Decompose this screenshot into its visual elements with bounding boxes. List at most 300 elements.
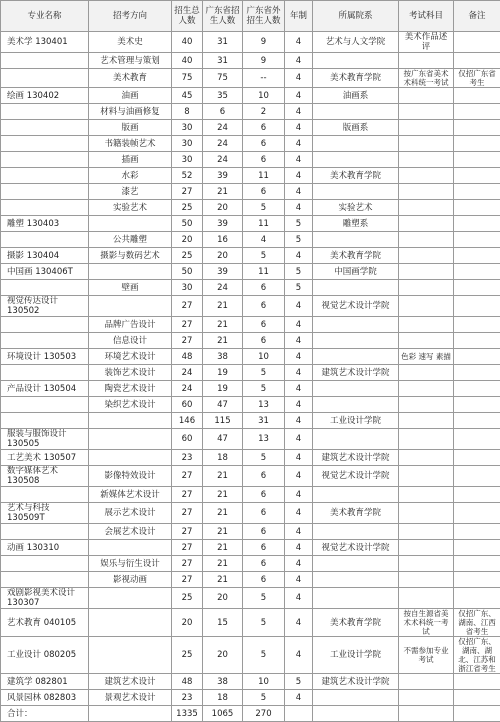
table-row bbox=[1, 317, 500, 333]
table-cell bbox=[399, 365, 454, 381]
table-cell: 47 bbox=[203, 397, 243, 413]
table-cell: 实验艺术 bbox=[313, 200, 399, 216]
table-cell: 4 bbox=[285, 381, 313, 397]
table-cell: 摄影 130404 bbox=[1, 248, 89, 264]
table-cell: 建筑艺术设计 bbox=[89, 674, 172, 690]
table-cell: 4 bbox=[285, 120, 313, 136]
table-cell: 工业设计 080205 bbox=[1, 637, 89, 674]
table-cell: 6 bbox=[243, 524, 285, 540]
table-cell bbox=[399, 152, 454, 168]
table-cell: 装饰艺术设计 bbox=[89, 365, 172, 381]
table-cell: 10 bbox=[243, 349, 285, 365]
table-cell bbox=[399, 168, 454, 184]
table-cell: 38 bbox=[203, 674, 243, 690]
table-cell: 色彩 速写 素描 bbox=[399, 349, 454, 365]
table-cell: 47 bbox=[203, 429, 243, 450]
table-cell: 30 bbox=[172, 136, 203, 152]
table-cell: 21 bbox=[203, 333, 243, 349]
table-row bbox=[1, 637, 500, 674]
table-cell: 6 bbox=[203, 104, 243, 120]
table-cell: 30 bbox=[172, 280, 203, 296]
table-row bbox=[1, 69, 500, 88]
table-cell: 6 bbox=[243, 540, 285, 556]
table-cell bbox=[285, 706, 313, 722]
table-cell: 19 bbox=[203, 381, 243, 397]
table-cell: 5 bbox=[243, 637, 285, 674]
table-cell: 31 bbox=[203, 53, 243, 69]
table-cell bbox=[454, 429, 500, 450]
table-cell: 按广东省美术术科统一考试 bbox=[399, 69, 454, 88]
table-cell bbox=[399, 588, 454, 609]
table-cell bbox=[454, 200, 500, 216]
table-cell: 环境艺术设计 bbox=[89, 349, 172, 365]
table-cell: 工业设计学院 bbox=[313, 637, 399, 674]
table-cell: 4 bbox=[285, 429, 313, 450]
table-cell bbox=[399, 524, 454, 540]
table-cell: 美术教育学院 bbox=[313, 609, 399, 637]
table-row bbox=[1, 381, 500, 397]
header-cell: 招生总人数 bbox=[172, 1, 203, 32]
table-cell bbox=[1, 152, 89, 168]
table-cell: 版画系 bbox=[313, 120, 399, 136]
table-cell bbox=[1, 69, 89, 88]
table-cell: 4 bbox=[285, 104, 313, 120]
table-cell: 建筑艺术设计学院 bbox=[313, 365, 399, 381]
table-cell bbox=[1, 184, 89, 200]
table-cell: 5 bbox=[243, 365, 285, 381]
table-cell: 21 bbox=[203, 524, 243, 540]
table-cell bbox=[313, 588, 399, 609]
table-cell: 美术教育学院 bbox=[313, 503, 399, 524]
table-row bbox=[1, 248, 500, 264]
table-cell bbox=[399, 232, 454, 248]
table-cell: 35 bbox=[203, 88, 243, 104]
table-cell bbox=[454, 503, 500, 524]
table-cell: 艺术管理与策划 bbox=[89, 53, 172, 69]
table-cell: 60 bbox=[172, 429, 203, 450]
table-cell: 影视动画 bbox=[89, 572, 172, 588]
table-cell bbox=[399, 317, 454, 333]
table-cell: 27 bbox=[172, 540, 203, 556]
table-cell bbox=[89, 450, 172, 466]
table-cell: 4 bbox=[285, 333, 313, 349]
table-cell: 6 bbox=[243, 317, 285, 333]
table-cell bbox=[1, 413, 89, 429]
table-cell: 23 bbox=[172, 690, 203, 706]
table-cell: 4 bbox=[285, 168, 313, 184]
table-cell: 品牌广告设计 bbox=[89, 317, 172, 333]
table-cell bbox=[454, 248, 500, 264]
table-cell bbox=[399, 690, 454, 706]
table-cell: 4 bbox=[285, 152, 313, 168]
table-cell: 19 bbox=[203, 365, 243, 381]
table-cell: 21 bbox=[203, 540, 243, 556]
table-cell bbox=[399, 53, 454, 69]
table-row bbox=[1, 572, 500, 588]
table-cell: 6 bbox=[243, 572, 285, 588]
table-cell: 按自生源省美术术科统一考试 bbox=[399, 609, 454, 637]
table-cell: 21 bbox=[203, 503, 243, 524]
table-cell bbox=[399, 88, 454, 104]
table-cell: 5 bbox=[243, 690, 285, 706]
table-cell: 10 bbox=[243, 674, 285, 690]
table-cell: 实验艺术 bbox=[89, 200, 172, 216]
table-cell: 4 bbox=[285, 248, 313, 264]
table-row bbox=[1, 333, 500, 349]
table-cell: 景观艺术设计 bbox=[89, 690, 172, 706]
table-cell: 4 bbox=[285, 588, 313, 609]
table-cell bbox=[1, 104, 89, 120]
table-cell: 2 bbox=[243, 104, 285, 120]
table-cell: 5 bbox=[243, 588, 285, 609]
table-cell: 1335 bbox=[172, 706, 203, 722]
table-row bbox=[1, 365, 500, 381]
table-cell: 13 bbox=[243, 429, 285, 450]
table-cell: 146 bbox=[172, 413, 203, 429]
table-cell: 产品设计 130504 bbox=[1, 381, 89, 397]
table-cell bbox=[454, 349, 500, 365]
table-cell: 环境设计 130503 bbox=[1, 349, 89, 365]
table-cell: 4 bbox=[285, 32, 313, 53]
table-cell bbox=[313, 104, 399, 120]
table-cell: 艺术与科技 130509T bbox=[1, 503, 89, 524]
table-cell bbox=[454, 184, 500, 200]
table-cell: 18 bbox=[203, 690, 243, 706]
table-cell: 服装与服饰设计 130505 bbox=[1, 429, 89, 450]
table-cell: 24 bbox=[172, 381, 203, 397]
table-cell: 21 bbox=[203, 572, 243, 588]
table-cell bbox=[1, 136, 89, 152]
table-cell bbox=[399, 429, 454, 450]
table-cell: 4 bbox=[285, 450, 313, 466]
table-cell: 9 bbox=[243, 53, 285, 69]
table-cell: 美术教育学院 bbox=[313, 69, 399, 88]
table-cell: 中国画学院 bbox=[313, 264, 399, 280]
table-cell bbox=[399, 397, 454, 413]
table-cell: 绘画 130402 bbox=[1, 88, 89, 104]
table-cell: 美术史 bbox=[89, 32, 172, 53]
table-row bbox=[1, 232, 500, 248]
table-cell bbox=[313, 397, 399, 413]
table-cell: 27 bbox=[172, 317, 203, 333]
table-cell: 21 bbox=[203, 487, 243, 503]
table-cell bbox=[454, 333, 500, 349]
table-cell: 材料与油画修复 bbox=[89, 104, 172, 120]
table-cell: 31 bbox=[203, 32, 243, 53]
table-cell: 美术作品述评 bbox=[399, 32, 454, 53]
table-cell bbox=[1, 487, 89, 503]
table-cell bbox=[1, 280, 89, 296]
table-cell: 48 bbox=[172, 349, 203, 365]
table-cell: 31 bbox=[243, 413, 285, 429]
table-row bbox=[1, 280, 500, 296]
table-cell: 4 bbox=[285, 296, 313, 317]
table-cell bbox=[454, 466, 500, 487]
table-cell: 不需参加专业考试 bbox=[399, 637, 454, 674]
table-cell: 20 bbox=[203, 200, 243, 216]
table-cell bbox=[454, 32, 500, 53]
table-cell: 25 bbox=[172, 588, 203, 609]
table-cell: 20 bbox=[203, 588, 243, 609]
table-cell bbox=[89, 540, 172, 556]
table-cell: 21 bbox=[203, 296, 243, 317]
table-cell bbox=[399, 487, 454, 503]
table-cell: 25 bbox=[172, 248, 203, 264]
table-cell: 仅招广东、湖南、江西省考生 bbox=[454, 609, 500, 637]
table-row bbox=[1, 120, 500, 136]
table-cell: 雕塑 130403 bbox=[1, 216, 89, 232]
table-cell: 6 bbox=[243, 466, 285, 487]
table-row bbox=[1, 152, 500, 168]
table-cell bbox=[454, 588, 500, 609]
table-cell: 4 bbox=[285, 524, 313, 540]
table-cell: 4 bbox=[285, 184, 313, 200]
table-cell: 20 bbox=[172, 609, 203, 637]
table-cell: 6 bbox=[243, 184, 285, 200]
table-cell: 娱乐与衍生设计 bbox=[89, 556, 172, 572]
table-cell bbox=[89, 264, 172, 280]
table-cell: 公共雕塑 bbox=[89, 232, 172, 248]
table-cell bbox=[1, 317, 89, 333]
table-cell: 油画系 bbox=[313, 88, 399, 104]
table-row bbox=[1, 349, 500, 365]
table-row bbox=[1, 397, 500, 413]
table-cell: 115 bbox=[203, 413, 243, 429]
table-cell: 75 bbox=[172, 69, 203, 88]
table-cell bbox=[313, 572, 399, 588]
table-row bbox=[1, 200, 500, 216]
table-cell: 4 bbox=[285, 637, 313, 674]
table-cell bbox=[399, 216, 454, 232]
table-cell bbox=[399, 503, 454, 524]
table-cell: 6 bbox=[243, 503, 285, 524]
table-row bbox=[1, 136, 500, 152]
table-cell: 5 bbox=[285, 232, 313, 248]
table-cell bbox=[399, 280, 454, 296]
table-cell: 6 bbox=[243, 136, 285, 152]
header-cell: 备注 bbox=[454, 1, 500, 32]
table-cell: 摄影与数码艺术 bbox=[89, 248, 172, 264]
table-cell bbox=[399, 184, 454, 200]
table-cell bbox=[399, 120, 454, 136]
table-cell bbox=[89, 429, 172, 450]
table-cell: 5 bbox=[285, 674, 313, 690]
table-cell bbox=[313, 706, 399, 722]
table-cell: 40 bbox=[172, 53, 203, 69]
table-cell bbox=[454, 280, 500, 296]
table-cell: 建筑艺术设计学院 bbox=[313, 450, 399, 466]
table-cell: 5 bbox=[243, 450, 285, 466]
table-cell: 视觉传达设计 130502 bbox=[1, 296, 89, 317]
table-cell bbox=[454, 317, 500, 333]
table-row bbox=[1, 53, 500, 69]
table-cell bbox=[1, 232, 89, 248]
table-cell: 27 bbox=[172, 333, 203, 349]
table-cell bbox=[399, 450, 454, 466]
table-cell bbox=[313, 381, 399, 397]
table-cell bbox=[399, 674, 454, 690]
table-row bbox=[1, 690, 500, 706]
table-cell: 美术教育学院 bbox=[313, 168, 399, 184]
table-cell bbox=[454, 524, 500, 540]
table-cell bbox=[454, 397, 500, 413]
table-cell bbox=[313, 349, 399, 365]
table-cell: 4 bbox=[285, 540, 313, 556]
table-cell: 5 bbox=[243, 609, 285, 637]
table-cell: 5 bbox=[243, 381, 285, 397]
table-cell bbox=[454, 690, 500, 706]
table-cell bbox=[454, 88, 500, 104]
table-cell bbox=[399, 136, 454, 152]
table-cell bbox=[399, 381, 454, 397]
table-cell: 11 bbox=[243, 168, 285, 184]
table-cell bbox=[454, 450, 500, 466]
table-row bbox=[1, 413, 500, 429]
table-cell: 染织艺术设计 bbox=[89, 397, 172, 413]
table-cell: 会展艺术设计 bbox=[89, 524, 172, 540]
table-cell: 版画 bbox=[89, 120, 172, 136]
table-cell: 4 bbox=[285, 397, 313, 413]
table-cell bbox=[454, 136, 500, 152]
table-cell: 展示艺术设计 bbox=[89, 503, 172, 524]
table-row bbox=[1, 184, 500, 200]
table-cell bbox=[454, 572, 500, 588]
table-cell: 27 bbox=[172, 487, 203, 503]
table-row bbox=[1, 168, 500, 184]
table-cell bbox=[1, 200, 89, 216]
table-cell: 新媒体艺术设计 bbox=[89, 487, 172, 503]
table-cell bbox=[1, 53, 89, 69]
table-cell bbox=[454, 413, 500, 429]
table-cell: 27 bbox=[172, 466, 203, 487]
table-cell: 视觉艺术设计学院 bbox=[313, 466, 399, 487]
table-cell: 27 bbox=[172, 572, 203, 588]
table-cell: 39 bbox=[203, 216, 243, 232]
table-cell bbox=[313, 690, 399, 706]
table-cell: 4 bbox=[285, 609, 313, 637]
table-cell: 4 bbox=[285, 487, 313, 503]
table-cell: 270 bbox=[243, 706, 285, 722]
table-row bbox=[1, 104, 500, 120]
header-cell: 年制 bbox=[285, 1, 313, 32]
table-cell bbox=[313, 152, 399, 168]
table-cell: 50 bbox=[172, 216, 203, 232]
table-cell: 1065 bbox=[203, 706, 243, 722]
table-cell: 16 bbox=[203, 232, 243, 248]
table-cell: 壁画 bbox=[89, 280, 172, 296]
table-cell: 6 bbox=[243, 120, 285, 136]
table-cell bbox=[399, 333, 454, 349]
table-cell: 4 bbox=[285, 413, 313, 429]
table-cell: 48 bbox=[172, 674, 203, 690]
table-cell bbox=[454, 104, 500, 120]
table-row bbox=[1, 487, 500, 503]
table-row bbox=[1, 540, 500, 556]
table-cell: 23 bbox=[172, 450, 203, 466]
table-cell: 39 bbox=[203, 264, 243, 280]
table-cell bbox=[313, 429, 399, 450]
table-cell bbox=[454, 152, 500, 168]
table-cell: 建筑学 082801 bbox=[1, 674, 89, 690]
table-cell bbox=[454, 216, 500, 232]
table-cell: 5 bbox=[285, 280, 313, 296]
table-cell: 5 bbox=[285, 264, 313, 280]
table-cell: 38 bbox=[203, 349, 243, 365]
table-cell: 风景园林 082803 bbox=[1, 690, 89, 706]
table-cell: 4 bbox=[285, 556, 313, 572]
table-cell: 24 bbox=[203, 136, 243, 152]
table-cell: 4 bbox=[285, 200, 313, 216]
table-cell: 动画 130310 bbox=[1, 540, 89, 556]
table-cell: 工业设计学院 bbox=[313, 413, 399, 429]
table-cell bbox=[89, 216, 172, 232]
header-cell: 招考方向 bbox=[89, 1, 172, 32]
table-cell bbox=[454, 381, 500, 397]
table-cell: 4 bbox=[243, 232, 285, 248]
table-cell bbox=[1, 168, 89, 184]
table-cell bbox=[313, 333, 399, 349]
table-cell: 6 bbox=[243, 487, 285, 503]
table-cell bbox=[399, 540, 454, 556]
table-cell: 27 bbox=[172, 296, 203, 317]
table-cell bbox=[89, 706, 172, 722]
table-cell bbox=[1, 556, 89, 572]
table-cell: 视觉艺术设计学院 bbox=[313, 540, 399, 556]
table-cell: 4 bbox=[285, 466, 313, 487]
header-cell: 专业名称 bbox=[1, 1, 89, 32]
table-cell: 艺术与人文学院 bbox=[313, 32, 399, 53]
table-row bbox=[1, 88, 500, 104]
table-cell: 合计： bbox=[1, 706, 89, 722]
table-cell bbox=[313, 556, 399, 572]
table-cell: 4 bbox=[285, 136, 313, 152]
header-cell: 广东省外招生人数 bbox=[243, 1, 285, 32]
table-row bbox=[1, 556, 500, 572]
table-cell: 45 bbox=[172, 88, 203, 104]
table-row bbox=[1, 524, 500, 540]
table-cell bbox=[454, 53, 500, 69]
table-cell: 4 bbox=[285, 365, 313, 381]
table-row bbox=[1, 450, 500, 466]
table-cell: -- bbox=[243, 69, 285, 88]
table-cell: 9 bbox=[243, 32, 285, 53]
table-cell: 20 bbox=[203, 248, 243, 264]
table-cell bbox=[399, 248, 454, 264]
table-cell: 油画 bbox=[89, 88, 172, 104]
header-cell: 所属院系 bbox=[313, 1, 399, 32]
table-cell bbox=[1, 333, 89, 349]
table-cell: 6 bbox=[243, 296, 285, 317]
table-row bbox=[1, 466, 500, 487]
table-cell: 4 bbox=[285, 503, 313, 524]
table-cell bbox=[454, 540, 500, 556]
table-cell: 4 bbox=[285, 53, 313, 69]
table-cell bbox=[313, 280, 399, 296]
table-cell: 21 bbox=[203, 317, 243, 333]
table-cell: 25 bbox=[172, 200, 203, 216]
header-row bbox=[1, 1, 500, 32]
table-cell bbox=[454, 264, 500, 280]
table-cell: 美术教育 bbox=[89, 69, 172, 88]
table-row bbox=[1, 32, 500, 53]
table-cell: 美术教育学院 bbox=[313, 248, 399, 264]
table-cell: 仅招广东省考生 bbox=[454, 69, 500, 88]
table-cell: 52 bbox=[172, 168, 203, 184]
table-cell bbox=[454, 232, 500, 248]
table-cell bbox=[454, 674, 500, 690]
table-cell: 24 bbox=[203, 152, 243, 168]
table-cell bbox=[454, 296, 500, 317]
